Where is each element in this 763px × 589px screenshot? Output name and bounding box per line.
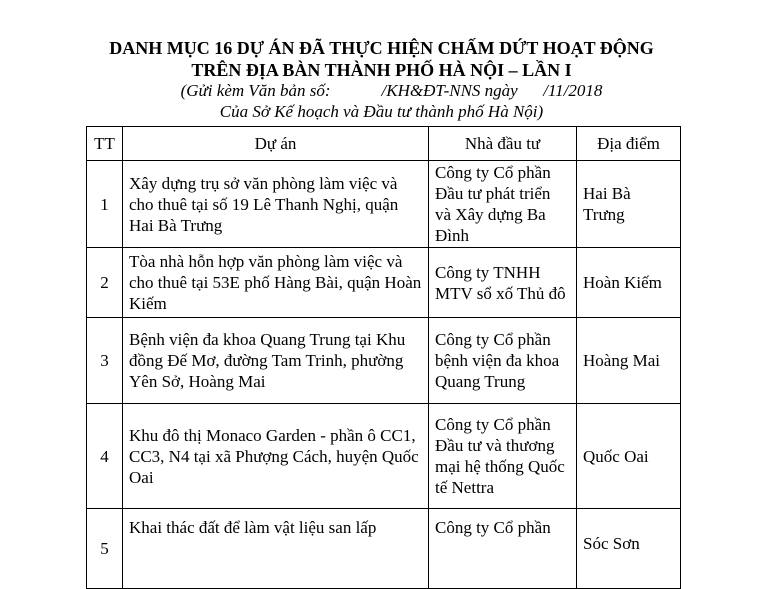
table-row (87, 404, 681, 509)
cell-project: Khai thác đất để làm vật liệu san lấp (123, 509, 429, 589)
header-project: Dự án (123, 127, 429, 161)
cell-tt: 5 (87, 509, 123, 589)
table-row (87, 318, 681, 404)
table-row (87, 509, 681, 589)
cell-tt: 3 (87, 318, 123, 404)
document-title-line2: TRÊN ĐỊA BÀN THÀNH PHỐ HÀ NỘI – LẦN I (191, 60, 572, 80)
cell-project: Bệnh viện đa khoa Quang Trung tại Khu đồng Đế Mơ, đường Tam Trinh, phường Yên Sở, Hoàng Mai (123, 318, 429, 404)
cell-investor: Công ty Cổ phần bệnh viện đa khoa Quang Trung (429, 318, 577, 404)
cell-tt: 2 (87, 248, 123, 318)
header-location: Địa điểm (577, 127, 681, 161)
cell-project: Khu đô thị Monaco Garden - phần ô CC1, CC3, N4 tại xã Phượng Cách, huyện Quốc Oai (123, 404, 429, 509)
cell-location: Hoàn Kiếm (577, 248, 681, 318)
document-title-line1: DANH MỤC 16 DỰ ÁN ĐÃ THỰC HIỆN CHẤM DỨT HOẠT ĐỘNG (109, 38, 654, 58)
cell-tt: 1 (87, 161, 123, 248)
table-row (87, 161, 681, 248)
cell-location: Quốc Oai (577, 404, 681, 509)
cell-investor: Công ty Cổ phần Đầu tư phát triển và Xây dựng Ba Đình (429, 161, 577, 248)
cell-tt: 4 (87, 404, 123, 509)
cell-location: Sóc Sơn (577, 509, 681, 589)
cell-investor: Công ty Cổ phần Đầu tư và thương mại hệ thống Quốc tế Nettra (429, 404, 577, 509)
cell-project: Xây dựng trụ sở văn phòng làm việc và cho thuê tại số 19 Lê Thanh Nghị, quận Hai Bà Trưng (123, 161, 429, 248)
header-tt: TT (87, 127, 123, 161)
projects-table (86, 126, 681, 589)
document-subtitle-line1: (Gửi kèm Văn bản số: /KH&ĐT-NNS ngày /11/2018 (180, 81, 603, 100)
table-header-row (87, 127, 681, 161)
document-subtitle-line2: Của Sở Kế hoạch và Đầu tư thành phố Hà Nội) (219, 102, 544, 121)
table-row (87, 248, 681, 318)
cell-investor: Công ty TNHH MTV sổ xố Thủ đô (429, 248, 577, 318)
cell-project: Tòa nhà hỗn hợp văn phòng làm việc và cho thuê tại 53E phố Hàng Bài, quận Hoàn Kiếm (123, 248, 429, 318)
cell-location: Hoàng Mai (577, 318, 681, 404)
cell-investor: Công ty Cổ phần (429, 509, 577, 589)
cell-location: Hai Bà Trưng (577, 161, 681, 248)
header-investor: Nhà đầu tư (429, 127, 577, 161)
